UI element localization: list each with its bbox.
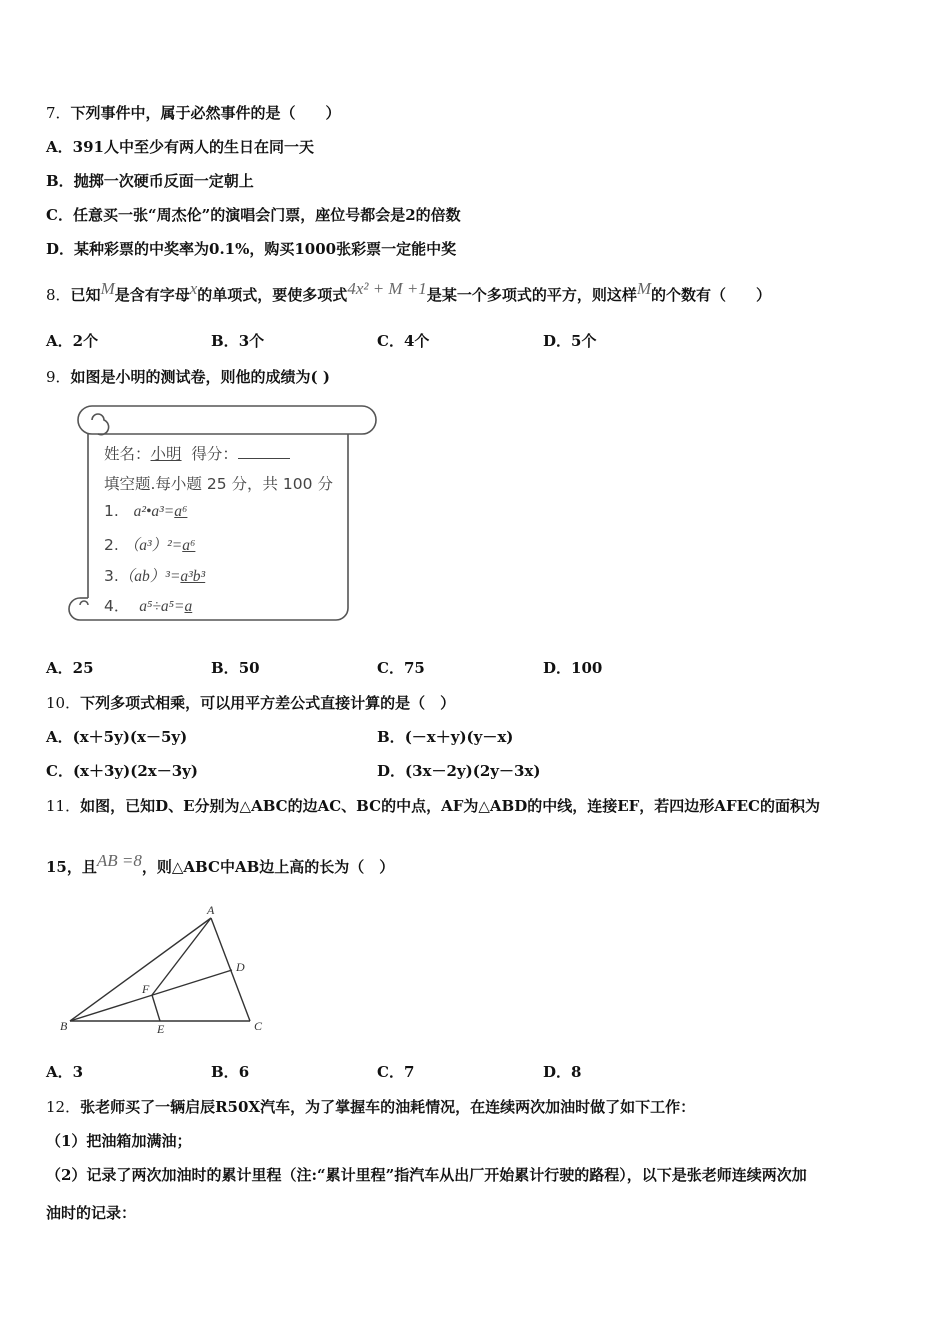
q8-option-b[interactable]: B．3个 [211, 332, 265, 350]
scroll-outline [52, 402, 382, 628]
q11-option-b[interactable]: B．6 [211, 1063, 250, 1081]
q8-math-x: x [189, 279, 198, 298]
q8-stem: 8．已知M是含有字母x的单项式，要使多项式4x² + M +1是某一个多项式的平方，则这样M的个数有（ ） [46, 279, 772, 304]
q7-stem: 7．下列事件中，属于必然事件的是（ ） [46, 104, 341, 122]
paper-name-line: 姓名：小明 得分： [104, 442, 290, 464]
triangle-figure [58, 900, 268, 1050]
label-e: E [157, 1022, 165, 1036]
q8-option-a[interactable]: A．2个 [46, 332, 99, 350]
q9-option-a[interactable]: A．25 [46, 659, 94, 677]
q12-step2-line1: （2）记录了两次加油时的累计里程（注:“累计里程”指汽车从出厂开始累计行驶的路程），以下是张老师连续两次加 [46, 1166, 807, 1184]
paper-item-2: 2. （a³）²=a⁶ [104, 536, 196, 554]
q9-option-c[interactable]: C．75 [377, 659, 425, 677]
q11-math-ab: AB =8 [96, 851, 142, 870]
q12-step2-line2: 油时的记录： [46, 1204, 137, 1222]
q10-option-c[interactable]: C．(x＋3y)(2x－3y) [46, 762, 198, 780]
q12-stem: 12．张老师买了一辆启辰R50X汽车，为了掌握车的油耗情况，在连续两次加油时做了如下工作： [46, 1098, 696, 1116]
q10-option-b[interactable]: B．(－x＋y)(y－x) [377, 728, 514, 746]
label-f: F [142, 982, 150, 996]
label-b: B [60, 1019, 68, 1033]
q12-step1: （1）把油箱加满油； [46, 1132, 192, 1150]
q9-stem: 9．如图是小明的测试卷，则他的成绩为( ) [46, 368, 330, 386]
q10-option-a[interactable]: A．(x＋5y)(x－5y) [46, 728, 188, 746]
q9-option-d[interactable]: D．100 [543, 659, 603, 677]
q7-option-d[interactable]: D．某种彩票的中奖率为0.1%，购买1000张彩票一定能中奖 [46, 240, 457, 258]
q8-math-m2: M [636, 279, 651, 298]
q10-stem: 10．下列多项式相乘，可以用平方差公式直接计算的是（ ） [46, 694, 456, 712]
q8-math-m1: M [100, 279, 115, 298]
q11-stem-line2: 15，且AB =8，则△ABC中AB边上高的长为（ ） [46, 851, 395, 876]
q11-option-a[interactable]: A．3 [46, 1063, 84, 1081]
q10-option-d[interactable]: D．(3x－2y)(2y－3x) [377, 762, 541, 780]
test-paper-figure [52, 402, 382, 628]
q11-option-c[interactable]: C．7 [377, 1063, 415, 1081]
q7-option-a[interactable]: A．391人中至少有两人的生日在同一天 [46, 138, 314, 156]
paper-item-4: 4． a⁵÷a⁵=a [104, 597, 193, 615]
paper-item-1: 1. a²•a³=a⁶ [104, 502, 188, 520]
paper-instructions: 填空题.每小题 25 分，共 100 分 [104, 475, 333, 493]
q8-math-poly: 4x² + M +1 [347, 279, 427, 298]
label-a: A [207, 903, 215, 917]
q8-option-c[interactable]: C．4个 [377, 332, 430, 350]
q7-option-b[interactable]: B．抛掷一次硬币反面一定朝上 [46, 172, 254, 190]
paper-item-3: 3.（ab）³=a³b³ [104, 567, 206, 585]
q11-stem-line1: 11．如图，已知D、E分别为△ABC的边AC、BC的中点，AF为△ABD的中线，连接EF，若四边形AFEC的面积为 [46, 797, 820, 815]
q9-option-b[interactable]: B．50 [211, 659, 260, 677]
label-c: C [254, 1019, 263, 1033]
q7-option-c[interactable]: C．任意买一张“周杰伦”的演唱会门票，座位号都会是2的倍数 [46, 206, 461, 224]
q11-option-d[interactable]: D．8 [543, 1063, 582, 1081]
label-d: D [236, 960, 245, 974]
q8-option-d[interactable]: D．5个 [543, 332, 597, 350]
